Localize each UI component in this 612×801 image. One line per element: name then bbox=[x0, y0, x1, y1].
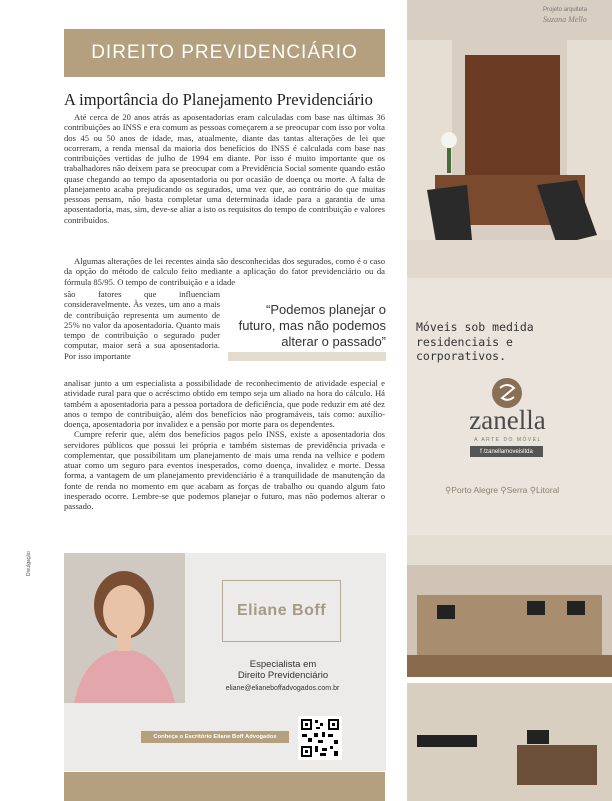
brand-slogan: A ARTE DO MÓVEL bbox=[474, 437, 542, 443]
office-photo-top bbox=[407, 0, 612, 278]
paragraph: analisar junto a um especialista a possibilidade de reconhecimento de atividade especial e atividade rural para que o acréscimo obtido em tempo seja um aliado na hora do cálculo. Há também a aposentadoria para a pessoa portadora de deficiência, que pode reduzir em até dez anos o tempo de contribuição, além dos benefícios não programáveis, tais como: auxílio-doença, aposentadoria por invalidez e a pensão por morte para os dependentes. bbox=[64, 378, 385, 429]
article-headline: A importância do Planejamento Previdenciário bbox=[64, 90, 373, 109]
qr-pattern bbox=[300, 718, 340, 758]
author-name: Eliane Boff bbox=[236, 602, 327, 619]
section-banner bbox=[64, 29, 385, 77]
author-role-line2: Direito Previdenciário bbox=[237, 670, 329, 681]
facebook-icon: f bbox=[480, 448, 484, 455]
pull-quote: “Podemos planejar o futuro, mas não podemos alterar o passado” bbox=[238, 302, 386, 349]
paragraph: Cumpre referir que, além dos benefícios pagos pelo INSS, existe a aposentadoria dos servidores públicos que possui lei própria e também sistemas de previdência privada e complementar, que possibilitam um planejamento de mais uma renda na velhice e podem atuar como um seguro para eventos inesperados, como doença, invalidez e morte. Dessa forma, a vantagem de um planejamento previdenciário é a tranquilidade de manutenção da fonte de renda no momento em que acabam as forças de trabalho ou quando algum fato inesperado ocorre. Lembre-se que podemos planejar o futuro, mas não podemos alterar o passado. bbox=[64, 429, 385, 511]
location-pin-icon: ⚲ bbox=[529, 485, 537, 495]
author-role-line1: Especialista em bbox=[249, 659, 317, 670]
article-body-4 bbox=[64, 378, 385, 511]
office-illustration-bottom bbox=[407, 535, 612, 801]
quote-divider bbox=[228, 352, 386, 361]
footer-bar bbox=[64, 772, 385, 801]
article-body-3 bbox=[64, 289, 220, 361]
author-name-box bbox=[222, 580, 341, 642]
location-1: Porto Alegre bbox=[451, 485, 499, 495]
architect-label: Projeto arquiteta bbox=[543, 7, 588, 13]
paragraph: são fatores que influenciam consideravelmente. Às vezes, um ano a mais de contribuição representa um aumento de 25% no valor da aposentadoria. Quanto mais tempo de contribuição o segurado puder computar, maior será a sua aposentadoria. Por isso importante bbox=[64, 289, 220, 361]
office-photo-bottom bbox=[407, 535, 612, 801]
architect-name: Suzana Mello bbox=[543, 15, 587, 24]
portrait-illustration bbox=[64, 553, 185, 703]
ad-tagline: Móveis sob medida residenciais e corporativos. bbox=[416, 320, 534, 363]
paragraph: Até cerca de 20 anos atrás as aposentadorias eram calculadas com base nas últimas 36 contribuições ao INSS e era comum as pessoas começarem a se preocupar com isso por volta dos 45 ou 50 anos de idade, mas, atualmente, diante das tantas alterações de lei que ocorreram, a renda mensal da maioria dos benefícios do INSS é calculada com base nas contribuições vertidas de julho de 1994 em diante. Por isso é muito importante que os trabalhadores não deixem para se preocupar com a Previdência Social somente quando estão quase chegando ao tempo da aposentadoria ou por ocasião de doença ou morte. A falta de planejamento acaba prejudicando os segurados, uma vez que, ao contrário do que muitas pessoas pensam, não basta completar uma determinada idade para a garantia de uma aposentadoria, mas, sim, deve-se aliar a isto os requisitos do tempo de contribuição e valores contribuídos. bbox=[64, 112, 385, 225]
office-cta-label: Conheça o Escritório Eliane Boff Advogados bbox=[153, 734, 277, 740]
office-illustration-top bbox=[407, 0, 612, 278]
article-body-1 bbox=[64, 112, 385, 225]
author-email[interactable]: eliane@elianeboffadvogados.com.br bbox=[225, 685, 340, 692]
author-photo bbox=[64, 553, 185, 703]
section-title: DIREITO PREVIDENCIÁRIO bbox=[91, 42, 358, 63]
locations bbox=[445, 485, 575, 496]
photo-credit: Divulgação bbox=[26, 551, 32, 576]
paragraph: Algumas alterações de lei recentes ainda são desconhecidas dos segurados, como é o caso da opção do método de calculo feito mediante a aplicação do fator previdenciário ou da fórmula 85/95. O tempo de contribuição e a idade bbox=[64, 256, 385, 287]
location-pin-icon: ⚲ bbox=[500, 485, 507, 495]
brand-name: zanella bbox=[469, 405, 546, 435]
location-2: Serra bbox=[506, 485, 528, 495]
office-cta-button[interactable] bbox=[141, 731, 289, 743]
article-body-2 bbox=[64, 256, 385, 287]
facebook-link[interactable] bbox=[470, 446, 543, 457]
brand-logo-mark bbox=[492, 378, 522, 408]
qr-code-icon[interactable] bbox=[298, 716, 342, 760]
facebook-handle: /zanellamoveisltda bbox=[483, 448, 533, 455]
brand-logo-icon bbox=[492, 378, 522, 408]
location-3: Litoral bbox=[536, 485, 560, 495]
location-pin-icon: ⚲ bbox=[445, 485, 452, 495]
